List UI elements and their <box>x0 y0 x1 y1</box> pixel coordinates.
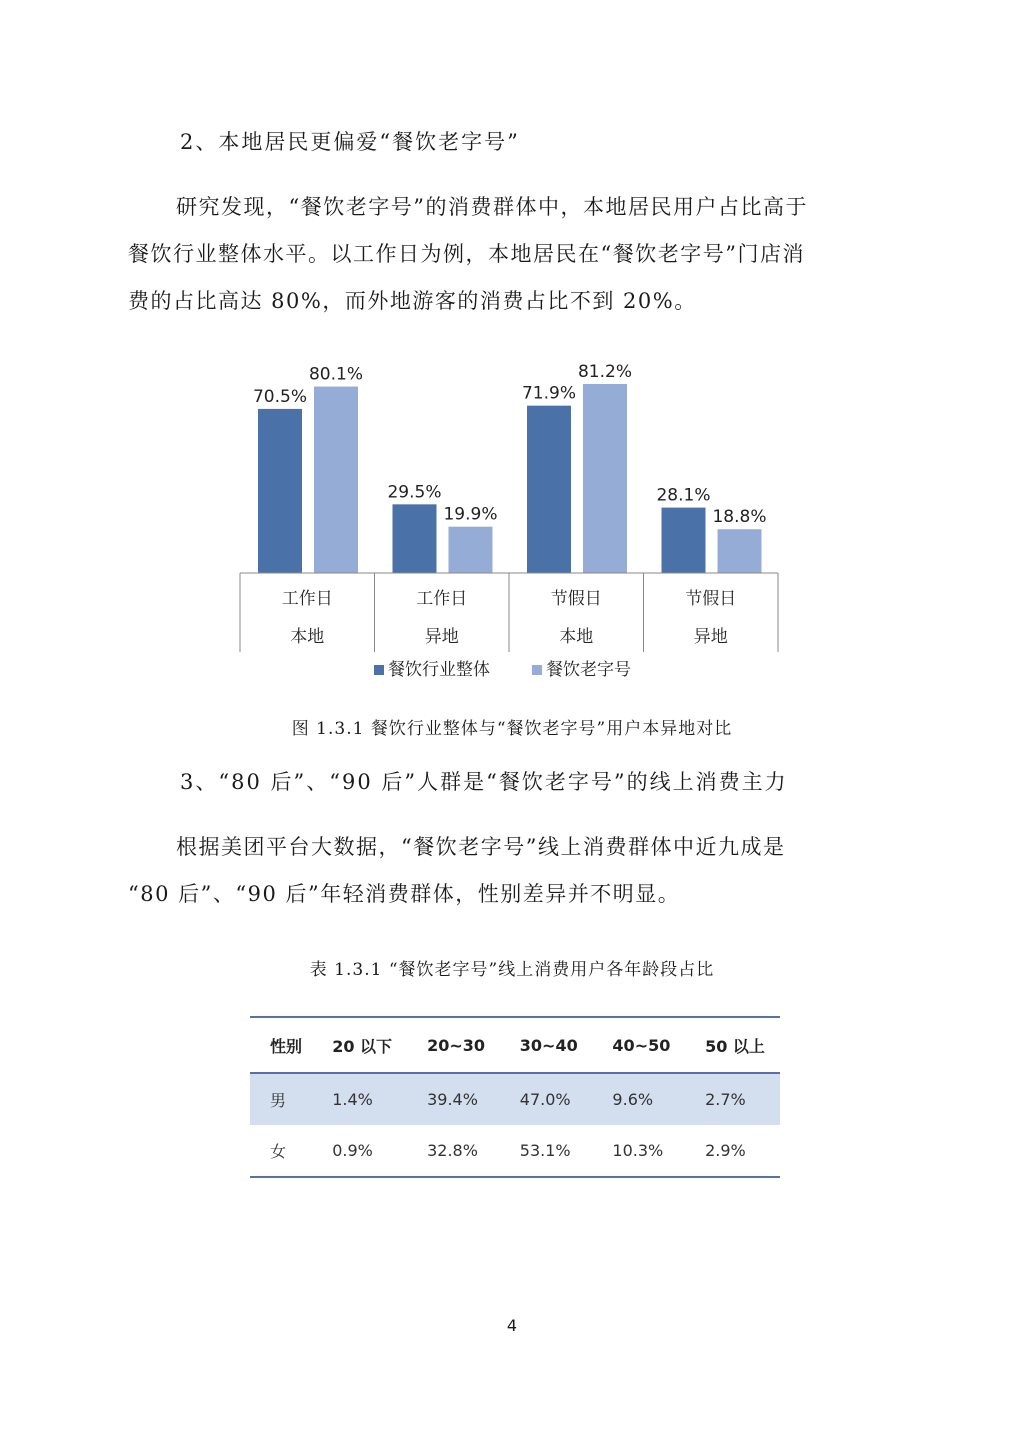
header-cell: 20~30 <box>427 1035 486 1055</box>
section-3-heading: 3、“80 后”、“90 后”人群是“餐饮老字号”的线上消费主力 <box>180 770 788 794</box>
header-cell: 40~50 <box>612 1035 671 1055</box>
table-cell: 2.9% <box>705 1141 746 1160</box>
table-cell: 1.4% <box>332 1090 373 1109</box>
table-row <box>250 1073 780 1125</box>
section-2-heading: 2、本地居民更偏爱“餐饮老字号” <box>180 130 520 154</box>
paragraph-line: 餐饮行业整体水平。以工作日为例，本地居民在“餐饮老字号”门店消 <box>128 242 805 266</box>
table-cell: 0.9% <box>332 1141 373 1160</box>
section-3-paragraph <box>128 824 898 918</box>
header-cell: 30~40 <box>519 1035 578 1055</box>
data-label: 18.8% <box>712 507 767 528</box>
figure-caption: 图 1.3.1 餐饮行业整体与“餐饮老字号”用户本异地对比 <box>291 719 733 739</box>
chart-bar <box>583 384 627 573</box>
data-label: 81.2% <box>577 362 633 382</box>
bar-chart <box>200 350 800 690</box>
table-cell: 2.7% <box>705 1090 746 1109</box>
paragraph-line-text: 研究发现，“餐饮老字号”的消费群体中，本地居民用户占比高于 <box>176 195 808 219</box>
header-cell: 20 以下 <box>332 1036 393 1056</box>
header-cell: 50 以上 <box>705 1036 765 1056</box>
table-cell: 53.1% <box>519 1141 571 1160</box>
table-cell: 10.3% <box>612 1141 664 1160</box>
age-distribution-table <box>250 1016 780 1178</box>
category-label: 工作日 <box>281 589 333 609</box>
category-label: 异地 <box>693 627 728 647</box>
chart-bar <box>527 406 571 573</box>
data-label: 29.5% <box>387 482 442 503</box>
chart-bar <box>258 409 302 573</box>
chart-bar <box>449 527 493 573</box>
table-caption: 表 1.3.1 “餐饮老字号”线上消费用户各年龄段占比 <box>309 960 715 980</box>
data-label: 19.9% <box>443 504 498 525</box>
legend-label: 餐饮老字号 <box>546 660 631 680</box>
table-cell: 9.6% <box>612 1090 654 1109</box>
chart-bar <box>662 508 706 573</box>
paragraph-line <box>128 184 898 231</box>
category-label: 本地 <box>290 627 325 647</box>
legend-swatch <box>374 665 384 675</box>
paragraph-line: “80 后”、“90 后”年轻消费群体，性别差异并不明显。 <box>128 882 681 906</box>
table-header-row <box>250 1017 780 1073</box>
table-row <box>250 1125 780 1177</box>
chart-bar <box>393 504 437 573</box>
data-label: 80.1% <box>308 364 364 385</box>
header-cell: 性别 <box>270 1036 303 1056</box>
chart-bar <box>718 529 762 573</box>
data-label: 71.9% <box>521 383 577 404</box>
category-label: 工作日 <box>416 589 468 609</box>
paragraph-line <box>128 824 898 871</box>
table-cell: 男 <box>270 1091 287 1110</box>
category-label: 异地 <box>424 627 459 647</box>
table-cell: 39.4% <box>427 1090 478 1109</box>
table-cell: 32.8% <box>427 1141 478 1160</box>
page-number: 4 <box>506 1316 518 1335</box>
category-label: 本地 <box>559 627 594 647</box>
legend-label: 餐饮行业整体 <box>388 660 490 680</box>
section-2-paragraph <box>128 184 898 325</box>
data-label: 70.5% <box>252 386 308 407</box>
table-cell: 47.0% <box>519 1090 571 1109</box>
data-label: 28.1% <box>656 485 711 506</box>
paragraph-line-text: 根据美团平台大数据，“餐饮老字号”线上消费群体中近九成是 <box>176 835 786 859</box>
paragraph-line: 费的占比高达 80%，而外地游客的消费占比不到 20%。 <box>128 289 697 313</box>
category-label: 节假日 <box>685 589 737 609</box>
chart-bar <box>314 387 358 573</box>
legend-swatch <box>532 665 542 675</box>
category-label: 节假日 <box>550 589 602 609</box>
table-cell: 女 <box>270 1142 287 1161</box>
